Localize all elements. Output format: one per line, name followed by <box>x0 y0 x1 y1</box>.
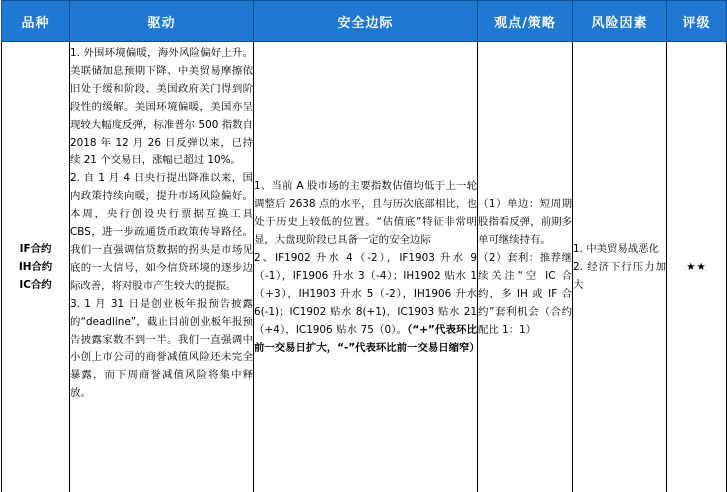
view-single-side: （1）单边：短周期股指看反弹，前期多单可继续持有。 <box>478 198 572 247</box>
safety-cell <box>254 42 478 492</box>
product-ih: IH合约 <box>18 261 53 274</box>
header-product: 品种 <box>2 1 70 42</box>
safety-point-2: 2、IF1902 升水 4（-2），IF1903 升水 9（-1），IF1906 升水 3（-4）；IH1902 贴水 1（+3），IH1903 升水 5（-2），IH1906 升水 6(-1)；IC1902 贴水 8(+1)，IC1903 贴水 21（+4），IC1906 贴水 75（0）。 <box>254 252 477 336</box>
strategy-table <box>1 0 727 492</box>
risk-item-1: 1. 中美贸易战恶化 <box>573 243 659 256</box>
safety-point-1: 1、当前 A 股市场的主要指数估值均低于上一轮调整后 2638 点的水平，且与历次底部相比，也处于历史上较低的位置。“估值底”特征非常明显，大盘现阶段已具备一定的安全边际 <box>254 180 477 247</box>
driver-point-3: 3. 1 月 31 日是创业板年报预告披露的“deadline”，截止目前创业板年报预告披露家数不到一半。我们一直强调中小创上市公司的商誉减值风险还未完全暴露，而下周商誉减值风险将集中释放。 <box>70 297 253 400</box>
view-arbitrage: （2）套利：推荐继续关注“空 IC 合约，多 IH 或 IF 合约”套利机会（合约配比 1：1） <box>478 252 572 336</box>
header-row <box>2 1 727 42</box>
view-cell <box>478 42 573 492</box>
header-risk: 风险因素 <box>573 1 667 42</box>
product-cell <box>2 42 70 492</box>
driver-cell <box>70 42 254 492</box>
product-ic: IC合约 <box>19 278 52 291</box>
driver-point-1: 1. 外围环境偏暖，海外风险偏好上升。美联储加息预期下降、中美贸易摩擦依旧处于缓和阶段、美国政府关门得到阶段性的缓解。美国环境偏暖，美国亦呈现较大幅度反弹，标准普尔 500 指数自 2018 年 12 月 26 日反弹以来，已持续 21 个交易日，涨幅已超过 10%。 <box>70 47 253 167</box>
rating-cell <box>667 42 727 492</box>
table-row <box>2 42 727 492</box>
safety-note: （“+”代表环比前一交易日扩大，“-”代表环比前一交易日缩窄） <box>254 323 480 354</box>
risk-item-2: 2. 经济下行压力加大 <box>573 261 666 291</box>
header-rating: 评级 <box>667 1 727 42</box>
header-driver: 驱动 <box>70 1 254 42</box>
header-safety: 安全边际 <box>254 1 478 42</box>
header-view: 观点/策略 <box>478 1 573 42</box>
product-if: IF合约 <box>19 243 52 256</box>
risk-cell <box>573 42 667 492</box>
driver-point-2: 2. 自 1 月 4 日央行提出降准以来，国内政策持续向暖，提升市场风险偏好。本周，央行创设央行票据互换工具 CBS，进一步疏通货币政策传导路径。我们一直强调信贷数据的拐头是市场见底的一大信号，如今信贷环境的逐步边际改善，将对股市产生较大的提振。 <box>70 172 253 292</box>
rating-stars: ★★ <box>686 261 707 274</box>
